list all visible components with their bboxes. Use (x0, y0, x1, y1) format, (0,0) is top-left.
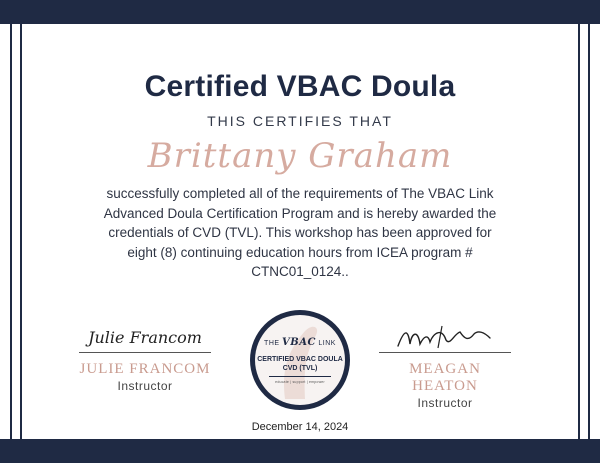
certifies-that-subtitle: THIS CERTIFIES THAT (207, 113, 393, 129)
signer-name-right: MEAGAN HEATON (409, 361, 481, 394)
seal-inner-circle (255, 315, 345, 405)
certificate-date: December 14, 2024 (251, 421, 349, 433)
signature-line-left (79, 352, 211, 353)
signature-block-right (375, 324, 515, 410)
seal-tagline: educate | support | empower (275, 380, 325, 384)
certificate-title: Certified VBAC Doula (144, 70, 456, 103)
seal-credential-title: CERTIFIED VBAC DOULA CVD (TVL) (257, 356, 343, 372)
certification-seal (250, 310, 350, 410)
seal-divider (269, 376, 331, 377)
signer-role-left: Instructor (117, 379, 173, 393)
bottom-border-band (0, 439, 600, 463)
signer-name-left: JULIE FRANCOM (79, 361, 211, 377)
signer-role-right: Instructor (417, 396, 473, 410)
signature-script-right (375, 324, 515, 352)
signature-scribble-icon (390, 324, 500, 352)
recipient-name: Brittany Graham (147, 136, 453, 176)
signature-script-left: Julie Francom (88, 328, 202, 347)
signature-block-left (75, 324, 215, 393)
top-border-band (0, 0, 600, 24)
certificate-body-text: successfully completed all of the requirements of The VBAC Link Advanced Doula Certification Program and is hereby awarded the credentials of CVD (TVL). This workshop has been approved for eight (8) continuing education hours from ICEA program # CTNC01_0124.. (103, 186, 497, 279)
seal-brand-text: THE VBAC LINK (264, 337, 336, 348)
signature-line-right (379, 352, 511, 353)
